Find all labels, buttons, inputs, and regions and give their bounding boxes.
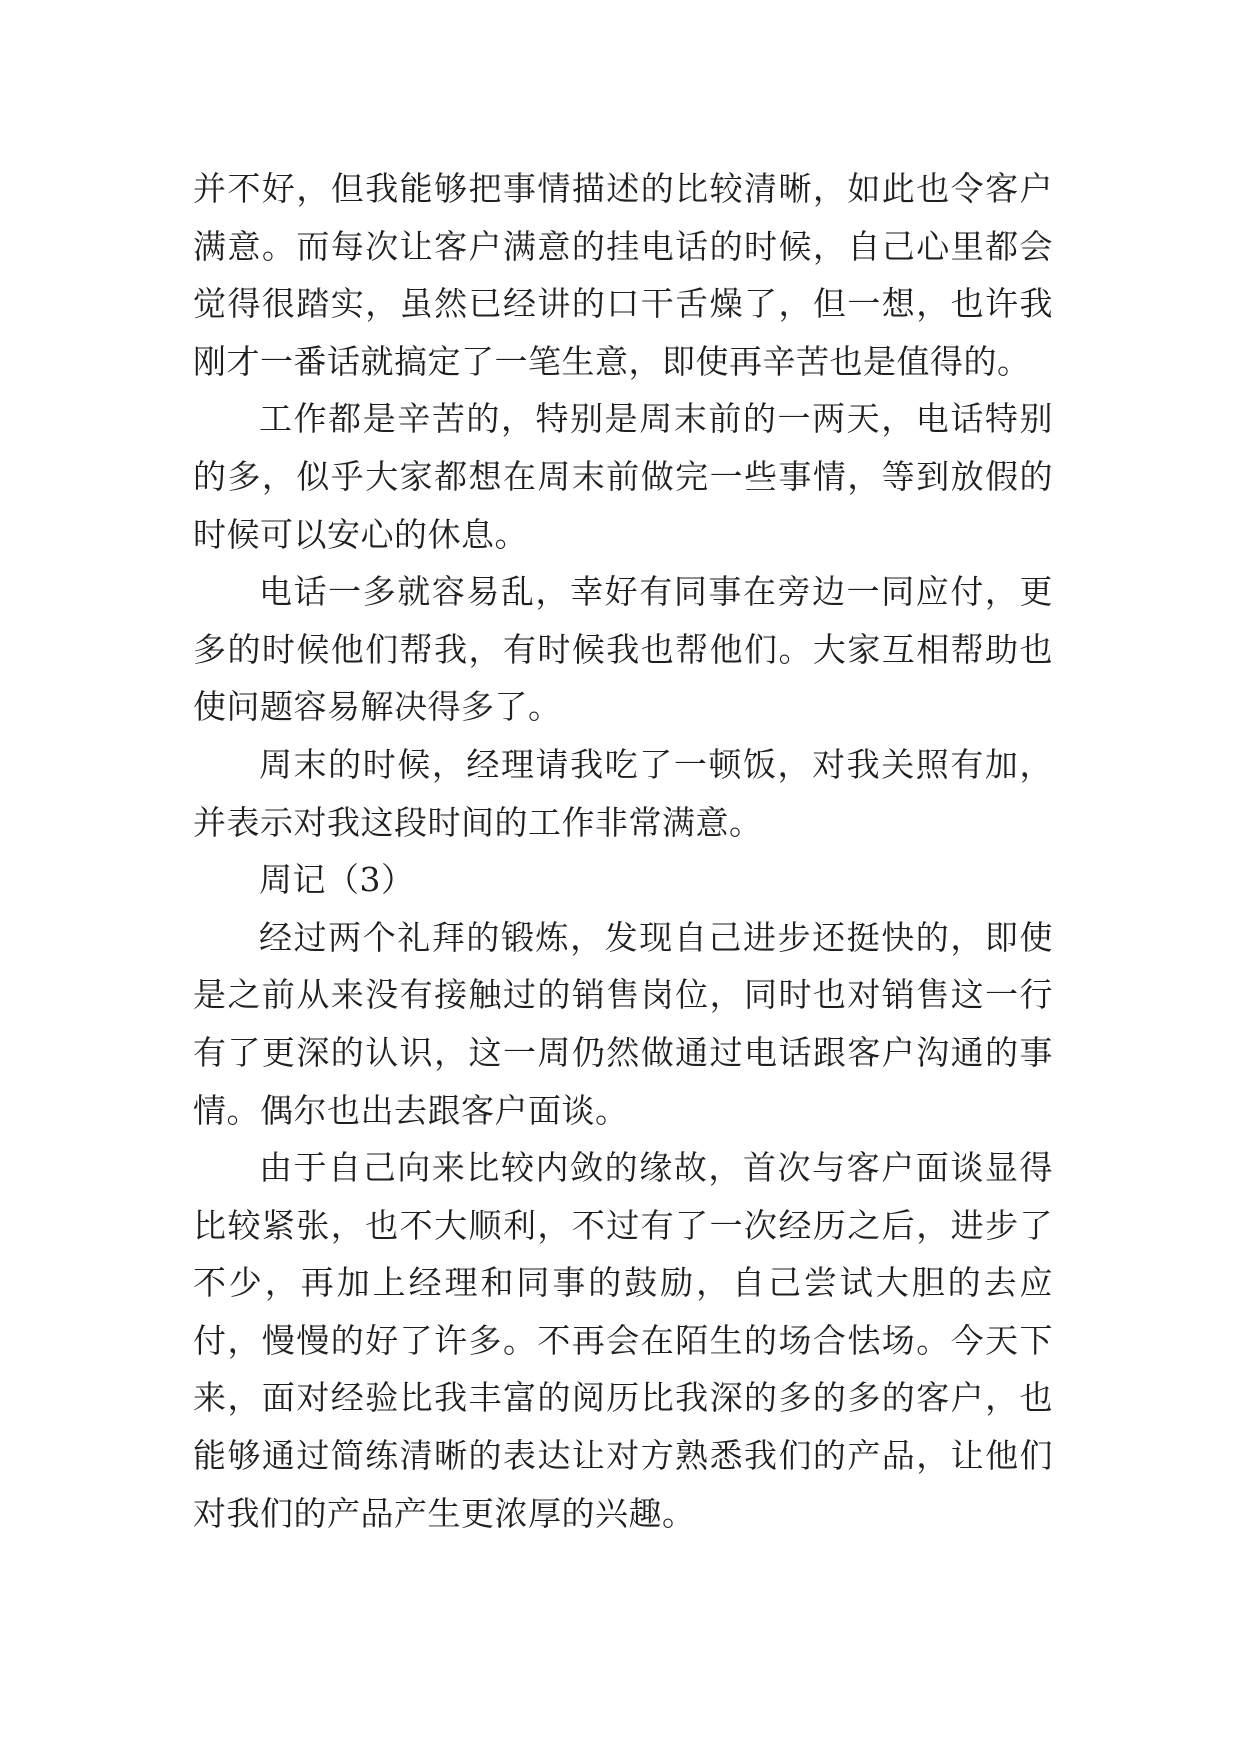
- document-body: [193, 160, 1053, 1542]
- paragraph-6: 由于自己向来比较内敛的缘故，首次与客户面谈显得比较紧张，也不大顺利，不过有了一次经历之后，进步了不少，再加上经理和同事的鼓励，自己尝试大胆的去应付，慢慢的好了许多。不再会在陌生的场合怯场。今天下来，面对经验比我丰富的阅历比我深的多的多的客户，也能够通过简练清晰的表达让对方熟悉我们的产品，让他们对我们的产品产生更浓厚的兴趣。: [193, 1148, 1053, 1533]
- paragraph-1: 并不好，但我能够把事情描述的比较清晰，如此也令客户满意。而每次让客户满意的挂电话的时候，自己心里都会觉得很踏实，虽然已经讲的口干舌燥了，但一想，也许我刚才一番话就搞定了一笔生意，即使再辛苦也是值得的。: [193, 169, 1053, 381]
- section-heading: 周记（3）: [259, 860, 415, 900]
- paragraph-3: 电话一多就容易乱，幸好有同事在旁边一同应付，更多的时候他们帮我，有时候我也帮他们。大家互相帮助也使问题容易解决得多了。: [193, 572, 1053, 727]
- paragraph-4: 周末的时候，经理请我吃了一顿饭，对我关照有加，并表示对我这段时间的工作非常满意。: [193, 744, 1053, 842]
- paragraph-5: 经过两个礼拜的锻炼，发现自己进步还挺快的，即使是之前从来没有接触过的销售岗位，同时也对销售这一行有了更深的认识，这一周仍然做通过电话跟客户沟通的事情。偶尔也出去跟客户面谈。: [193, 917, 1053, 1130]
- paragraph-2: 工作都是辛苦的，特别是周末前的一两天，电话特别的多，似乎大家都想在周末前做完一些事情，等到放假的时候可以安心的休息。: [193, 399, 1053, 554]
